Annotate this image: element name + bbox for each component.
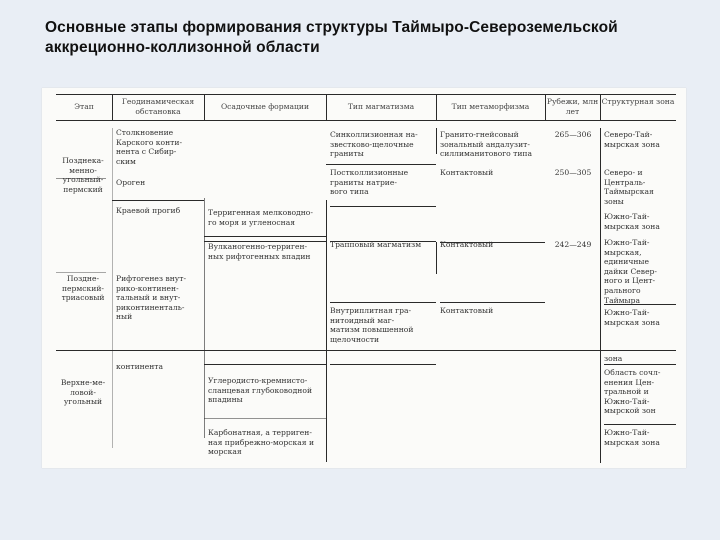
row-line	[112, 200, 204, 201]
column-line	[326, 200, 327, 462]
zone-north-central: Северо- и Централь- Таймырская зоны	[604, 168, 654, 206]
row-line	[440, 302, 545, 303]
formation-carbonaceous: Углеродисто-кремнисто- сланцевая глубоководной впадины	[208, 376, 312, 405]
column-line	[204, 198, 205, 438]
title-line-2: аккреционно-коллизонной области	[45, 39, 320, 56]
geodynamic-orogen: Ороген	[116, 178, 146, 187]
formation-terrigenous: Терригенная мелководно- го моря и угленосная	[208, 208, 313, 227]
header-formations: Осадочные формации	[220, 102, 310, 111]
column-line	[436, 128, 437, 154]
column-line	[600, 128, 601, 463]
row-line	[204, 364, 326, 365]
title-line-1: Основные этапы формирования структуры Таймыро-Североземельской	[45, 19, 618, 36]
header-stage: Этап	[74, 102, 94, 111]
zone-south-taimyr-1: Южно-Тай- мырская зона	[604, 212, 660, 231]
row-line	[330, 302, 436, 303]
metamorphism-contact-2: Контактовый	[440, 240, 494, 249]
header-top-rule	[56, 94, 676, 95]
slide-title	[45, 18, 685, 58]
row-line	[204, 418, 326, 419]
row-line	[56, 272, 106, 273]
age-boundary-1: 265—306	[554, 130, 592, 139]
header-geodynamic: Геодинамическая обстановка	[121, 97, 195, 116]
row-line	[330, 206, 436, 207]
geodynamic-collision: Столкновение Карского конти- нента с Сибир- ским	[116, 128, 183, 166]
metamorphism-contact-3: Контактовый	[440, 306, 494, 315]
magmatism-trap: Трапповый магматизм	[330, 240, 422, 249]
geodynamic-continent: континента	[116, 362, 163, 371]
header-metamorphism: Тип метаморфизма	[451, 102, 530, 111]
zone-region: Область сочл- енения Цен- тральной и Южно-Тай- мырской зон	[604, 368, 661, 416]
column-line	[436, 242, 437, 274]
metamorphism-contact-1: Контактовый	[440, 168, 494, 177]
formation-carbonate: Карбонатная, а терриген- ная прибрежно-морская и морская	[208, 428, 315, 457]
geodynamic-rift: Рифтогенез внут- рико-континен- тальный и внут- риконтиненталь- ный	[116, 274, 187, 322]
age-boundary-3: 242—249	[554, 240, 592, 249]
zone-word: зона	[604, 354, 623, 363]
header-magmatism: Тип магматизма	[347, 102, 415, 111]
zone-south-taimyr-2: Южно-Тай- мырская зона	[604, 308, 660, 327]
zone-south-taimyr-3: Южно-Тай- мырская зона	[604, 428, 660, 447]
header-age: Рубежи, млн лет	[546, 97, 599, 116]
magmatism-syncollisional: Синколлизионная на- звестково-щелочные граниты	[330, 130, 418, 159]
header-bottom-rule	[56, 120, 676, 121]
row-line	[326, 164, 436, 165]
geodynamic-foredeep: Краевой прогиб	[116, 206, 181, 215]
row-line	[604, 364, 676, 365]
row-line	[604, 424, 676, 425]
row-line	[330, 364, 436, 365]
stage-late-carboniferous: Позднека- менно- угольный- пермский	[62, 156, 104, 194]
row-line	[56, 350, 676, 351]
column-line	[112, 128, 113, 448]
age-boundary-2: 250—305	[554, 168, 592, 177]
stage-jurassic-cretaceous: Верхне-ме- ловой- угольный	[60, 378, 106, 407]
formation-volcanogenic: Вулканогенно-терриген- ных рифтогенных впадин	[208, 242, 311, 261]
header-zone: Структурная зона	[601, 97, 675, 106]
zone-south-taimyr-long: Южно-Тай- мырская, единичные дайки Север- ного и Цент- рального Таймыра	[604, 238, 657, 305]
metamorphism-granite-gneiss: Гранито-гнейсовый зональный андалузит- силлиманитового типа	[440, 130, 533, 159]
stage-late-permian-triassic: Поздне- пермский- триасовый	[61, 274, 105, 303]
magmatism-postcollisional: Постколлизионные граниты натрие- вого типа	[330, 168, 409, 197]
scanned-table	[42, 88, 686, 468]
magmatism-intraplate: Внутриплитная гра- нитоидный маг- матизм повышенной щелочности	[330, 306, 414, 344]
zone-north-taimyr: Северо-Тай- мырская зона	[604, 130, 660, 149]
row-line	[204, 236, 326, 237]
